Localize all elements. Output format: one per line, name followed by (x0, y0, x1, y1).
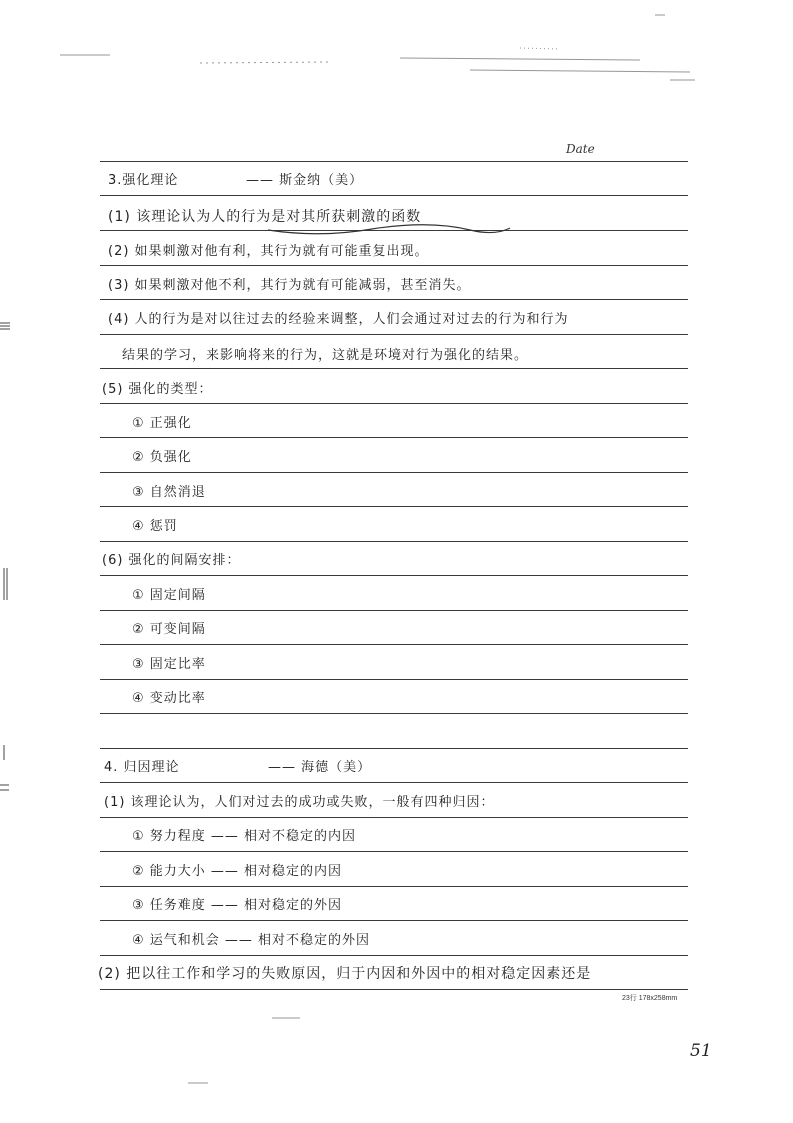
attribution-item: ④ 运气和机会 —— 相对不稳定的外因 (132, 933, 371, 948)
section-3-point-4a: (4) 人的行为是对以往过去的经验来调整，人们会通过对过去的行为和行为 (108, 312, 569, 327)
schedule-item: ① 固定间隔 (132, 588, 206, 603)
section-3-point-2: (2) 如果刺激对他有利，其行为就有可能重复出现。 (108, 244, 429, 259)
section-3-point-3: (3) 如果刺激对他不利，其行为就有可能减弱，甚至消失。 (108, 278, 471, 293)
schedule-item: ② 可变间隔 (132, 622, 206, 637)
reinforcement-type-item: ④ 惩罚 (132, 519, 178, 534)
section-4-point-1: (1) 该理论认为，人们对过去的成功或失败，一般有四种归因： (104, 795, 495, 810)
reinforcement-type-item: ③ 自然消退 (132, 485, 206, 500)
paper-spec-code: 23行 178x258mm (622, 995, 678, 1002)
section-3-point-1: (1) 该理论认为人的行为是对其所获刺激的函数 (108, 209, 422, 225)
reinforcement-type-item: ① 正强化 (132, 416, 192, 431)
attribution-item: ③ 任务难度 —— 相对稳定的外因 (132, 898, 343, 913)
attribution-item: ① 努力程度 —— 相对不稳定的内因 (132, 829, 357, 844)
section-4-title: 4. 归因理论 (104, 760, 180, 775)
section-4-author: —— 海德（美） (268, 760, 372, 775)
section-3-point-4b: 结果的学习，来影响将来的行为，这就是环境对行为强化的结果。 (122, 348, 529, 363)
date-label: Date (566, 142, 595, 156)
attribution-item: ② 能力大小 —— 相对稳定的内因 (132, 864, 343, 879)
page-number: 51 (690, 1041, 712, 1061)
section-4-point-2: (2) 把以往工作和学习的失败原因，归于内因和外因中的相对稳定因素还是 (98, 966, 592, 982)
schedule-item: ③ 固定比率 (132, 657, 206, 672)
section-3-title: 3.强化理论 (108, 173, 179, 188)
schedule-heading: (6) 强化的间隔安排： (102, 553, 241, 568)
schedule-item: ④ 变动比率 (132, 691, 206, 706)
reinforcement-type-item: ② 负强化 (132, 450, 192, 465)
section-3-author: —— 斯金纳（美） (246, 173, 364, 188)
reinforcement-types-heading: (5) 强化的类型： (102, 382, 213, 397)
